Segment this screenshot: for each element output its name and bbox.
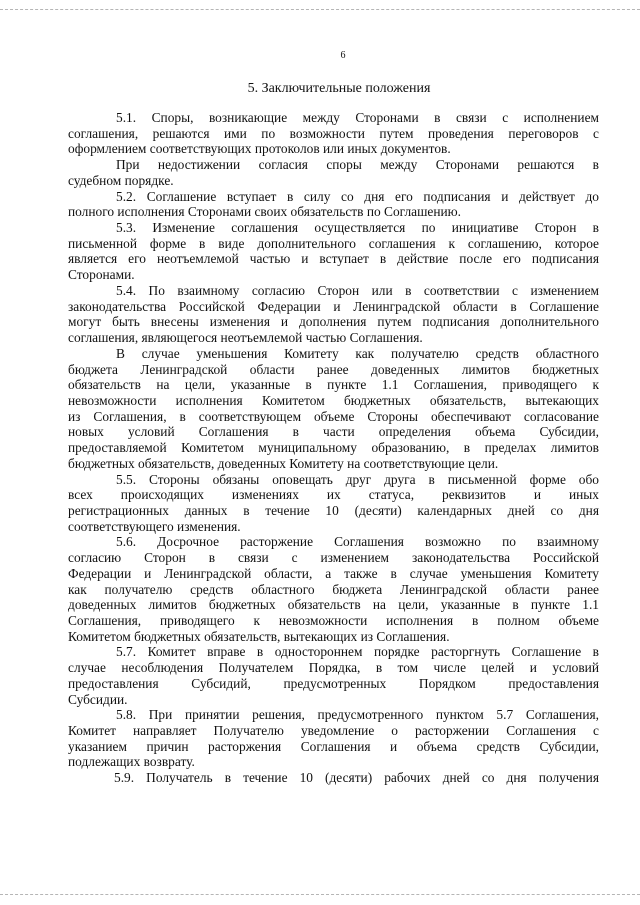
text-line: из Соглашения, в соответствующем объеме Стороны обеспечивают согласование xyxy=(68,408,599,424)
text-line: бюджета Ленинградской области ранее доведенных лимитов бюджетных xyxy=(68,361,599,377)
text-line: Сторонами. xyxy=(68,267,135,283)
text-line: подлежащих возврату. xyxy=(68,754,195,770)
text-line: является его неотъемлемой частью и вступает в действие после его подписания xyxy=(68,251,599,267)
text-line: Федерации и Ленинградской области, а также в случае уменьшения Комитету xyxy=(68,565,599,581)
text-line: бюджетных обязательств, доведенных Комитету на соответствующие цели. xyxy=(68,455,499,471)
text-line: В случае уменьшения Комитету как получателю средств областного xyxy=(116,345,599,361)
text-line: Комитет направляет Получателю уведомление о расторжении Соглашения с xyxy=(68,723,599,739)
text-line: невозможности исполнения Комитетом бюджетных обязательств, вытекающих xyxy=(68,392,599,408)
text-line: случае несоблюдения Получателем Порядка, в том числе целей и условий xyxy=(68,660,599,676)
text-line: Комитетом бюджетных обязательств, вытекающих из Соглашения. xyxy=(68,628,450,644)
text-line: 5.2. Соглашение вступает в силу со дня его подписания и действует до xyxy=(116,188,599,204)
text-line: 5.5. Стороны обязаны оповещать друг друга в письменной форме обо xyxy=(116,471,599,487)
text-line: судебном порядке. xyxy=(68,172,174,188)
scan-edge-bottom xyxy=(0,894,640,895)
text-line: оформлением соответствующих протоколов или иных документов. xyxy=(68,141,451,157)
text-line: обязательств на цели, указанные в пункте 1.1 Соглашения, приводящего к xyxy=(68,377,599,393)
text-line: соглашения, являющегося неотъемлемой частью Соглашения. xyxy=(68,330,423,346)
text-line: указанием причин расторжения Соглашения и объема средств Субсидии, xyxy=(68,738,599,754)
text-line: Субсидии. xyxy=(68,691,128,707)
text-line: Соглашения, приводящего к невозможности исполнения в полном объеме xyxy=(68,613,599,628)
text-line: 5.4. По взаимному согласию Сторон или в соответствии с изменением xyxy=(116,282,599,298)
section-title: 5. Заключительные положения xyxy=(247,81,431,96)
text-line: всех происходящих изменениях их статуса, реквизитов и иных xyxy=(68,487,599,503)
text-line: полного исполнения Сторонами своих обязательств по Соглашению. xyxy=(68,204,462,220)
text-line: соглашения, решаются ими по возможности путем проведения переговоров с xyxy=(68,125,599,141)
text-line: 5.7. Комитет вправе в одностороннем порядке расторгнуть Соглашение в xyxy=(116,644,599,660)
text-line: соответствующего изменения. xyxy=(68,518,241,534)
text-line: новых условий Соглашения в части определения объема Субсидии, xyxy=(68,424,599,440)
text-line: 5.3. Изменение соглашения осуществляется по инициативе Сторон в xyxy=(116,220,599,236)
text-line: регистрационных данных в течение 10 (десяти) календарных дней со дня xyxy=(68,502,599,518)
text-line: 5.1. Споры, возникающие между Сторонами в связи с исполнением xyxy=(116,110,599,125)
text-line: законодательства Российской Федерации и Ленинградской области в Соглашение xyxy=(68,298,599,314)
document-body xyxy=(68,110,599,786)
text-line: 5.9. Получатель в течение 10 (десяти) рабочих дней со дня получения xyxy=(114,770,599,786)
page-number: 6 xyxy=(340,50,346,61)
text-line: предоставления Субсидий, предусмотренных Порядком предоставления xyxy=(68,675,599,691)
text-line: доведенных лимитов бюджетных обязательств на цели, указанные в пункте 1.1 xyxy=(68,597,599,613)
text-line: При недостижении согласия споры между Сторонами решаются в xyxy=(116,157,599,173)
scan-edge-top xyxy=(0,9,640,10)
text-line: письменной форме в виде дополнительного соглашения к соглашению, которое xyxy=(68,235,599,251)
text-line: могут быть внесены изменения и дополнения путем подписания дополнительного xyxy=(68,314,599,330)
text-line: предоставляемой Комитетом муниципальному образованию, в пределах лимитов xyxy=(68,440,599,456)
text-line: как получателю средств областного бюджета Ленинградской области ранее xyxy=(68,581,599,597)
text-line: согласию Сторон в связи с изменением законодательства Российской xyxy=(68,550,599,566)
text-line: 5.6. Досрочное расторжение Соглашения возможно по взаимному xyxy=(116,534,599,550)
text-line: 5.8. При принятии решения, предусмотренного пунктом 5.7 Соглашения, xyxy=(116,707,599,723)
